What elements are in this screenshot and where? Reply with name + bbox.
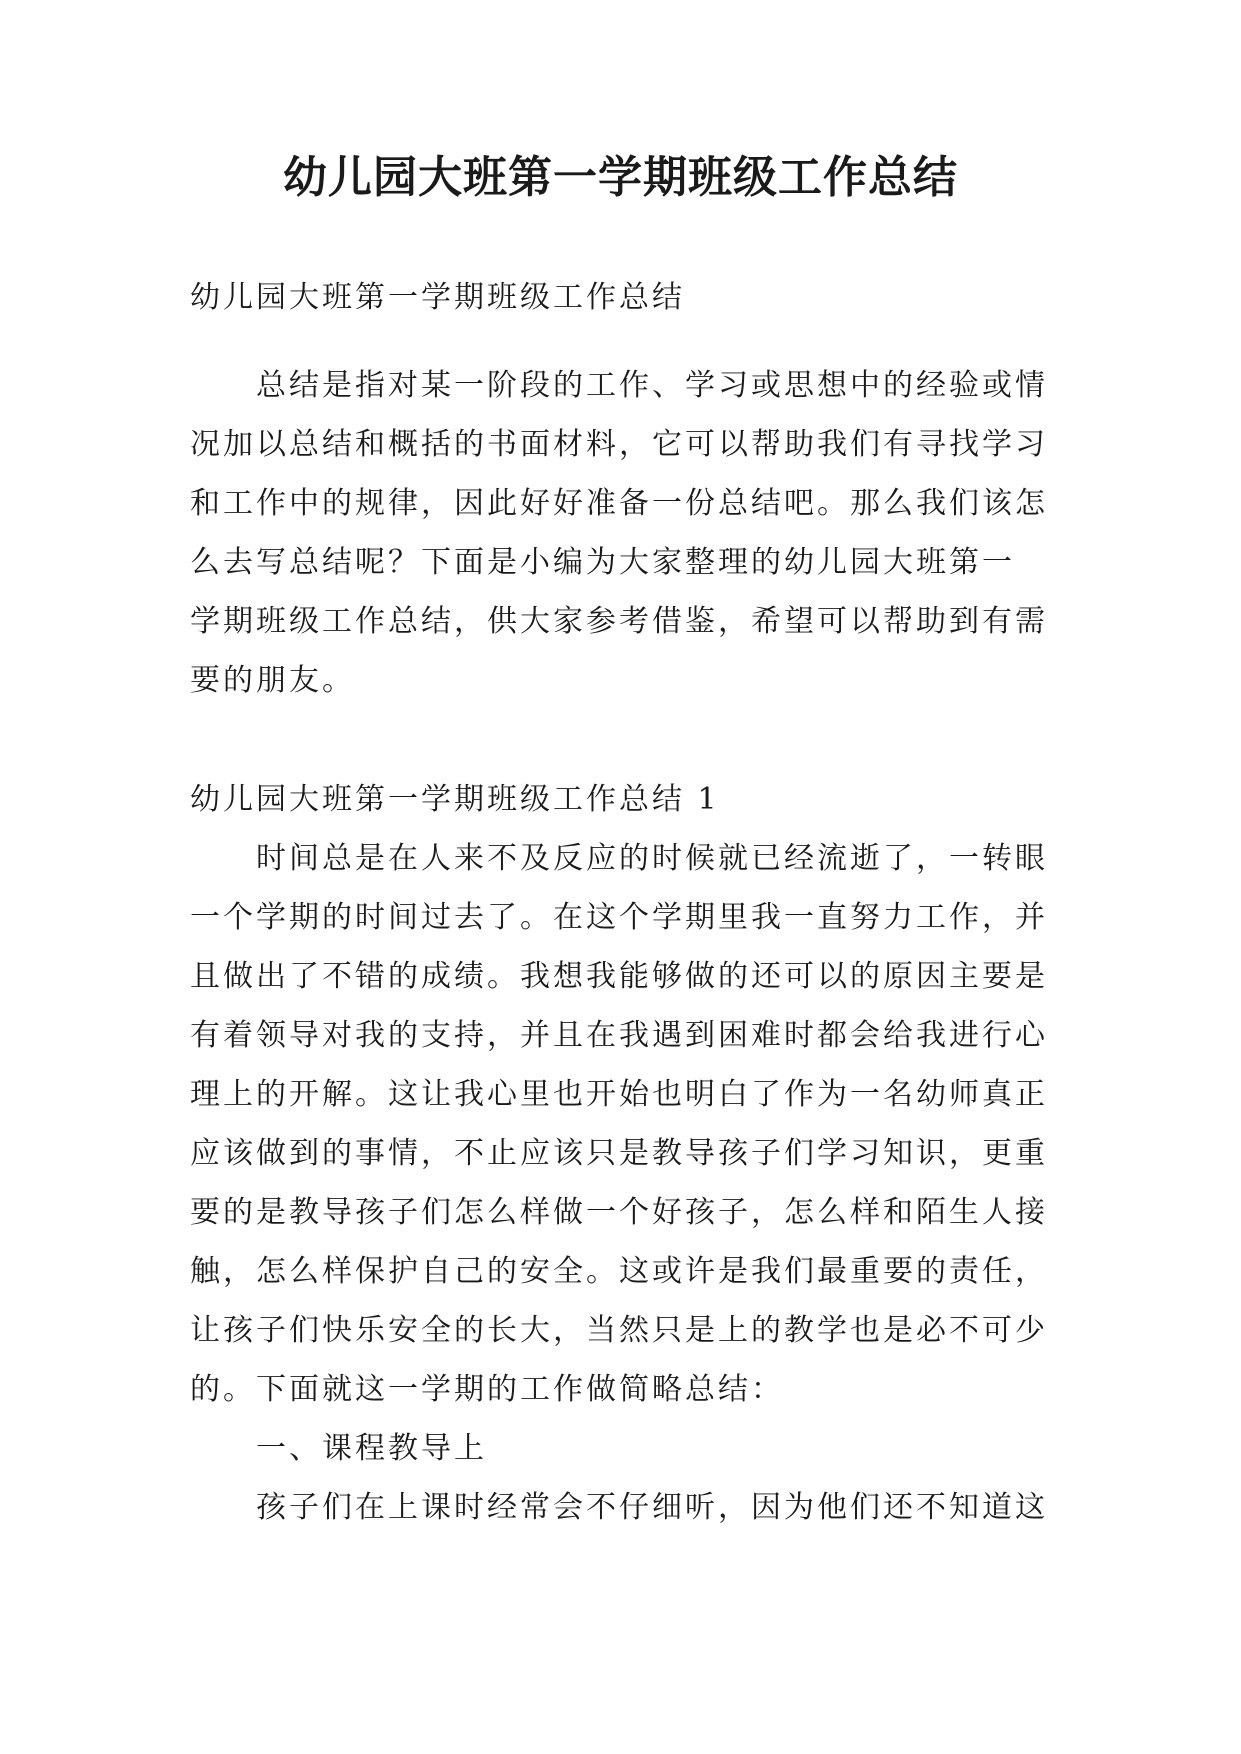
intro-paragraph — [190, 356, 1060, 710]
section1-line-3: 且做出了不错的成绩。我想我能够做的还可以的原因主要是 — [190, 959, 1048, 994]
subtitle-line: 幼儿园大班第一学期班级工作总结 — [190, 280, 685, 315]
document-title: 幼儿园大班第一学期班级工作总结 — [283, 152, 958, 203]
section1-line-10: 的。下面就这一学期的工作做简略总结： — [190, 1372, 784, 1407]
intro-line-1: 总结是指对某一阶段的工作、学习或思想中的经验或情 — [256, 368, 1048, 403]
intro-line-6: 要的朋友。 — [190, 663, 355, 698]
intro-line-5: 学期班级工作总结，供大家参考借鉴，希望可以帮助到有需 — [190, 604, 1048, 639]
section1-line-8: 触，怎么样保护自己的安全。这或许是我们最重要的责任， — [190, 1254, 1048, 1289]
section1-heading-text: 幼儿园大班第一学期班级工作总结 1 — [190, 782, 720, 817]
document-subtitle — [190, 268, 1060, 327]
section1-line-6: 应该做到的事情，不止应该只是教导孩子们学习知识，更重 — [190, 1136, 1048, 1171]
section1-line-7: 要的是教导孩子们怎么样做一个好孩子，怎么样和陌生人接 — [190, 1195, 1048, 1230]
section1-line-4: 有着领导对我的支持，并且在我遇到困难时都会给我进行心 — [190, 1018, 1048, 1053]
curriculum-line-1: 孩子们在上课时经常会不仔细听，因为他们还不知道这 — [256, 1490, 1048, 1525]
intro-line-4: 么去写总结呢？下面是小编为大家整理的幼儿园大班第一 — [190, 545, 1015, 580]
intro-line-2: 况加以总结和概括的书面材料，它可以帮助我们有寻找学习 — [190, 427, 1048, 462]
intro-line-3: 和工作中的规律，因此好好准备一份总结吧。那么我们该怎 — [190, 486, 1048, 521]
subheading-curriculum: 一、课程教导上 — [256, 1431, 487, 1466]
section1-line-5: 理上的开解。这让我心里也开始也明白了作为一名幼师真正 — [190, 1077, 1048, 1112]
section1-line-9: 让孩子们快乐安全的长大，当然只是上的教学也是必不可少 — [190, 1313, 1048, 1348]
section1-line-2: 一个学期的时间过去了。在这个学期里我一直努力工作，并 — [190, 900, 1048, 935]
section1-heading — [190, 770, 1060, 829]
section1-line-1: 时间总是在人来不及反应的时候就已经流逝了，一转眼 — [256, 841, 1048, 876]
section1-paragraph — [190, 829, 1060, 1537]
